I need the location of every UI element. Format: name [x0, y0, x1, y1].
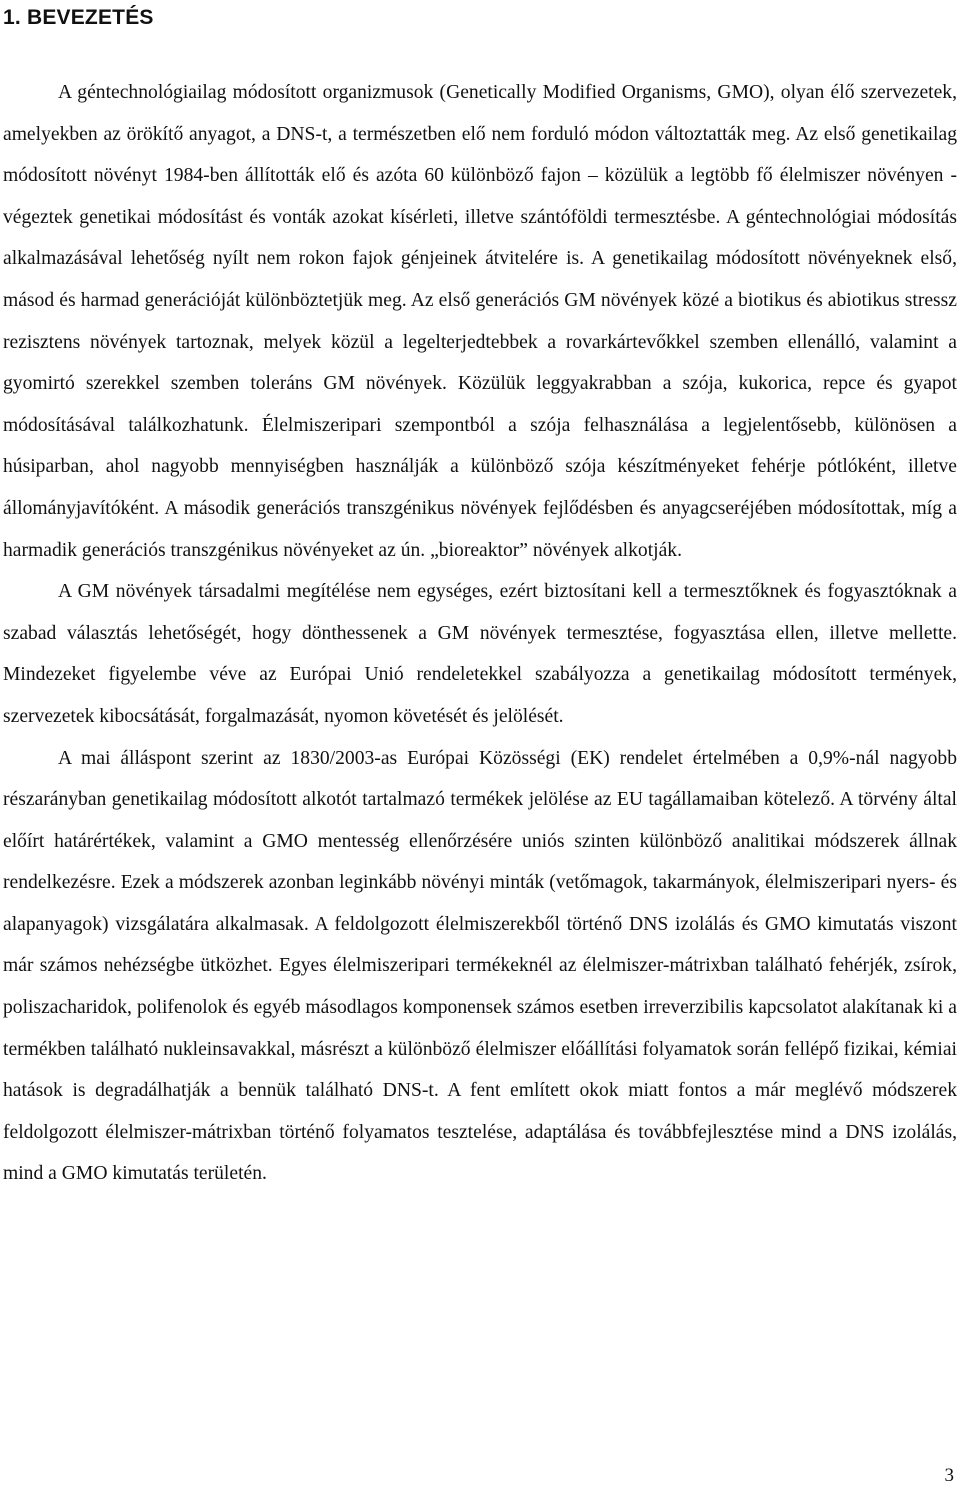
section-heading: 1. BEVEZETÉS	[3, 6, 154, 29]
paragraph-2: A GM növények társadalmi megítélése nem egységes, ezért biztosítani kell a termesztőknek és fogyasztóknak a szabad választás lehetőségét, hogy dönthessenek a GM növények termesztése, fogyasztása ellen, illetve mellette. Mindezeket figyelembe véve az Európai Unió rendeletekkel szabályozza a genetikailag módosított termények, szervezetek kibocsátását, forgalmazását, nyomon követését és jelölését.	[3, 581, 957, 727]
body-text	[3, 72, 957, 1195]
page-number: 3	[944, 1465, 954, 1486]
paragraph-1: A géntechnológiailag módosított organizmusok (Genetically Modified Organisms, GMO), olyan élő szervezetek, amelyekben az örökítő anyagot, a DNS-t, a természetben elő nem forduló módon változtatták meg. Az első genetikailag módosított növényt 1984-ben állították elő és azóta 60 különböző fajon – közülük a legtöbb fő élelmiszer növényen - végeztek genetikai módosítást és vonták azokat kísérleti, illetve szántóföldi termesztésbe. A géntechnológiai módosítás alkalmazásával lehetőség nyílt nem rokon fajok génjeinek átvitelére is. A genetikailag módosított növényeknek első, másod és harmad generációját különböztetjük meg. Az első generációs GM növények közé a biotikus és abiotikus stressz rezisztens növények tartoznak, melyek közül a legelterjedtebbek a rovarkártevőkkel szemben ellenálló, valamint a gyomirtó szerekkel szemben toleráns GM növények. Közülük leggyakrabban a szója, kukorica, repce és gyapot módosításával találkozhatunk. Élelmiszeripari szempontból a szója felhasználása a legjelentősebb, különösen a húsiparban, ahol nagyobb mennyiségben használják a különböző szója készítményeket fehérje pótlóként, illetve állományjavítóként. A második generációs transzgénikus növények fejlődésben és anyagcseréjében módosítottak, míg a harmadik generációs transzgénikus növényeket az ún. „bioreaktor” növények alkotják.	[3, 82, 957, 561]
paragraph-3: A mai álláspont szerint az 1830/2003-as Európai Közösségi (EK) rendelet értelmében a 0,9%-nál nagyobb részarányban genetikailag módosított alkotót tartalmazó termékek jelölése az EU tagállamaiban kötelező. A törvény által előírt határértékek, valamint a GMO mentesség ellenőrzésére uniós szinten különböző analitikai módszerek állnak rendelkezésre. Ezek a módszerek azonban leginkább növényi minták (vetőmagok, takarmányok, élelmiszeripari nyers- és alapanyagok) vizsgálatára alkalmasak. A feldolgozott élelmiszerekből történő DNS izolálás és GMO kimutatás viszont már számos nehézségbe ütközhet. Egyes élelmiszeripari termékeknél az élelmiszer-mátrixban található fehérjék, zsírok, poliszacharidok, polifenolok és egyéb másodlagos komponensek számos esetben irreverzibilis kapcsolatot alakítanak ki a termékben található nukleinsavakkal, másrészt a különböző élelmiszer előállítási folyamatok során fellépő fizikai, kémiai hatások is degradálhatják a bennük található DNS-t. A fent említett okok miatt fontos a már meglévő módszerek feldolgozott élelmiszer-mátrixban történő folyamatos tesztelése, adaptálása és továbbfejlesztése mind a DNS izolálás, mind a GMO kimutatás területén.	[3, 747, 957, 1185]
